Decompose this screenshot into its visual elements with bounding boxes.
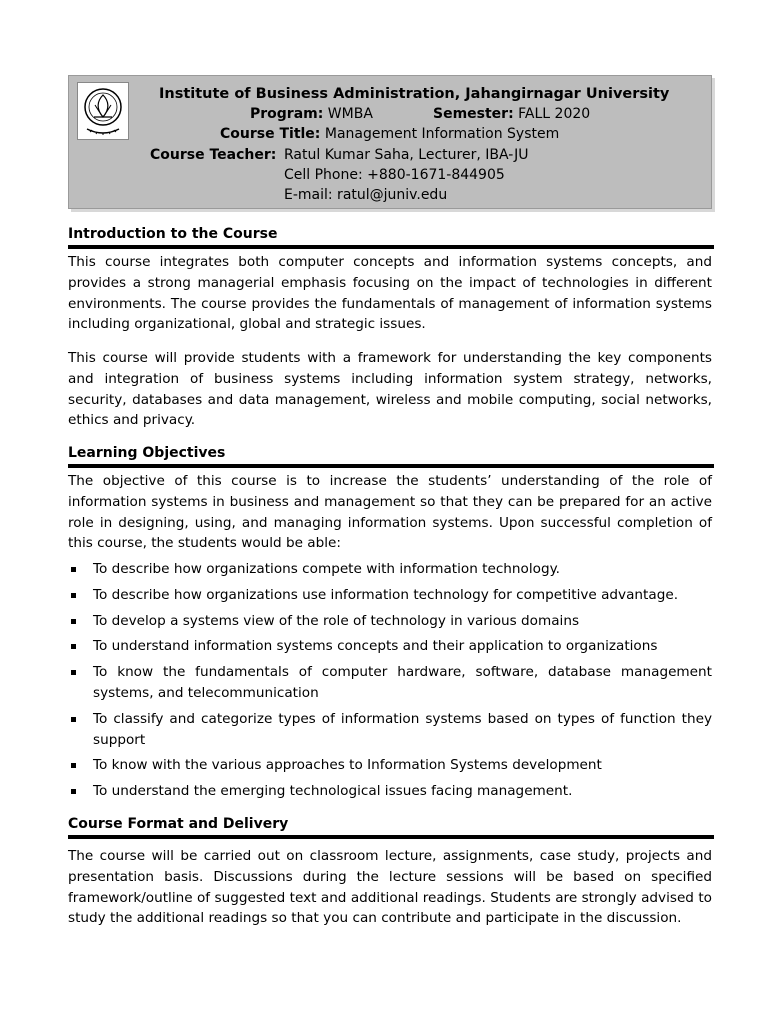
introduction-paragraph-1: This course integrates both computer concepts and information systems concepts, and provides a strong managerial emphasis focusing on the impact of technologies in different environments. The course provides the fundamentals of management of information systems including organizational, global and strategic issues. [68, 254, 712, 333]
introduction-heading: Introduction to the Course [68, 225, 714, 249]
bullet-square-icon [71, 567, 76, 572]
list-item: To develop a systems view of the role of technology in various domains [68, 611, 712, 632]
course-teacher-label: Course Teacher: [150, 147, 277, 163]
list-item: To describe how organizations compete with information technology. [68, 559, 712, 580]
course-title-label: Course Title: [220, 126, 321, 142]
bullet-square-icon [71, 717, 76, 722]
semester-value: FALL 2020 [518, 106, 591, 122]
bullet-square-icon [71, 593, 76, 598]
list-item: To know the fundamentals of computer hardware, software, database management systems, and telecommunication [68, 662, 712, 704]
bullet-square-icon [71, 670, 76, 675]
bullet-square-icon [71, 763, 76, 768]
list-item: To know with the various approaches to Information Systems development [68, 755, 712, 776]
list-item: To describe how organizations use information technology for competitive advantage. [68, 585, 712, 606]
introduction-paragraph-2: This course will provide students with a framework for understanding the key components and integration of business systems including information system strategy, networks, security, databases and data management, wireless and mobile computing, social networks, ethics and privacy. [68, 350, 712, 429]
university-seal-logo [77, 82, 129, 140]
course-header-box [68, 75, 712, 209]
teacher-cell-phone: Cell Phone: +880-1671-844905 [284, 167, 505, 183]
semester-line [433, 104, 590, 124]
learning-objectives-heading: Learning Objectives [68, 444, 714, 468]
list-item: To understand the emerging technological issues facing management. [68, 781, 712, 802]
program-line [250, 104, 373, 124]
list-item: To understand information systems concepts and their application to organizations [68, 636, 712, 657]
seal-emblem-icon [78, 83, 128, 139]
bullet-square-icon [71, 644, 76, 649]
learning-objectives-list [68, 559, 712, 807]
course-title-line [220, 124, 559, 144]
learning-objectives-intro: The objective of this course is to increase the students’ understanding of the role of information systems in business and management so that they can be prepared for an active role in designing, using, and managing information systems. Upon successful completion of this course, the students would be able: [68, 473, 712, 552]
program-label: Program: [250, 106, 324, 122]
program-value: WMBA [327, 106, 373, 122]
course-format-heading: Course Format and Delivery [68, 815, 714, 839]
teacher-name: Ratul Kumar Saha, Lecturer, IBA-JU [284, 147, 529, 163]
semester-label: Semester: [433, 106, 514, 122]
course-format-paragraph: The course will be carried out on classroom lecture, assignments, case study, projects and presentation basis. Discussions during the lecture sessions will be based on specified framework/outline of suggested text and additional readings. Students are strongly advised to study the additional readings so that you can contribute and participate in the discussion. [68, 848, 712, 927]
institute-name: Institute of Business Administration, Jahangirnagar University [159, 86, 670, 102]
bullet-square-icon [71, 789, 76, 794]
list-item: To classify and categorize types of information systems based on types of function they support [68, 709, 712, 751]
bullet-square-icon [71, 619, 76, 624]
course-title-value: Management Information System [324, 126, 560, 142]
teacher-email: E-mail: ratul@juniv.edu [284, 187, 448, 203]
